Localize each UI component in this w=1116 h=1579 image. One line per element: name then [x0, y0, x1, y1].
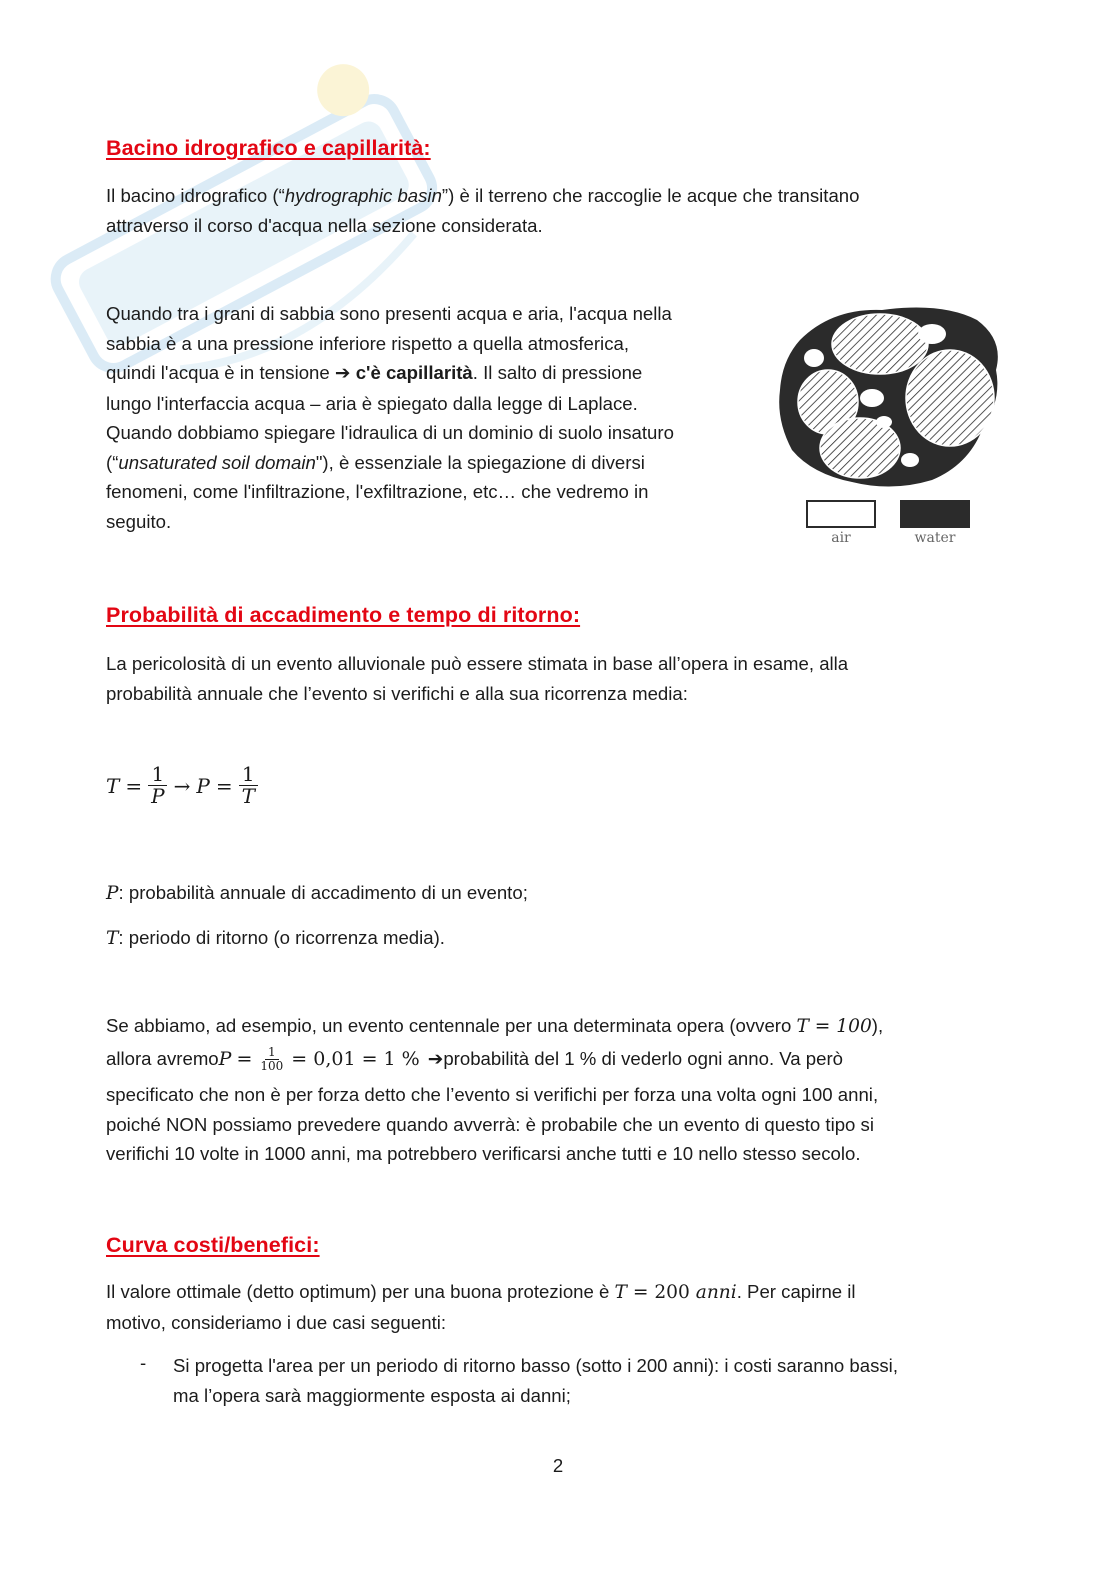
- legend-air-swatch: [806, 500, 876, 528]
- paragraph-pericolosita: La pericolosità di un evento alluvionale può essere stimata in base all’opera in esame, alla probabilità annuale che l’evento si verifichi e alla sua ricorrenza media:: [106, 653, 849, 704]
- paragraph-example-line1: Se abbiamo, ad esempio, un evento centennale per una determinata opera (ovvero T = 100),: [106, 1015, 884, 1037]
- paragraph-example-line2: allora avremo P = $\frac{1}{100}$ = 0,01 = 1 % ➔ probabilità del 1 % di vederlo ogni anno. Va però: [106, 1044, 844, 1073]
- bullet-dash: -: [140, 1352, 147, 1373]
- section-title-probabilita: Probabilità di accadimento e tempo di ritorno:: [106, 603, 581, 627]
- term-hydrographic-basin: hydrographic basin: [284, 185, 442, 206]
- bullet-item-low-return: Si progetta l'area per un periodo di ritorno basso (sotto i 200 anni): i costi saranno bassi, ma l’opera sarà maggiormente esposta ai danni;: [173, 1355, 898, 1406]
- soil-grains-illustration: [772, 300, 1004, 500]
- return-period-formula: T = $\frac{1}{P}$ → P = $\frac{1}{T}$: [106, 764, 258, 807]
- legend-water-swatch: [900, 500, 970, 528]
- paragraph-bacino: Il bacino idrografico (“hydrographic basin”) è il terreno che raccoglie le acque che transitano attraverso il corso d'acqua nella sezione considerata.: [106, 185, 860, 236]
- paragraph-capillarity: Quando tra i grani di sabbia sono presenti acqua e aria, l'acqua nella sabbia è a una pressione inferiore rispetto a quella atmosferica, quindi l'acqua è in tensione ➔ c'è capillarità. Il salto di pressione lungo l'interfaccia acqua – aria è spiegato dalla legge di Laplace. Quando dobbiamo spiegare l'idraulica di un dominio di suolo insaturo (“unsaturated soil domain"), è essenziale la spiegazione di diversi fenomeni, come l'infiltrazione, l'exfiltrazione, etc… che vedremo in seguito.: [106, 303, 674, 532]
- page-number: 2: [552, 1455, 564, 1476]
- soil-pore-figure: [772, 300, 1004, 556]
- legend-water-label: water: [914, 530, 956, 546]
- section-title-curva: Curva costi/benefici:: [106, 1233, 320, 1257]
- section-title-bacino: Bacino idrografico e capillarità:: [106, 136, 431, 160]
- paragraph-example-rest: specificato che non è per forza detto che l’evento si verifichi per forza una volta ogni 100 anni, poiché NON possiamo prevedere quando avverrà: è probabile che un evento di questo tipo si verifichi 10 volte in 1000 anni, ma potrebbero verificarsi anche tutti e 10 nello stesso secolo.: [106, 1084, 879, 1164]
- definition-P: P: probabilità annuale di accadimento di un evento;: [106, 882, 528, 904]
- right-arrow-icon: ➔: [334, 363, 351, 384]
- right-arrow-icon: ➔: [427, 1048, 444, 1070]
- legend-air-label: air: [831, 530, 851, 546]
- definition-T: T: periodo di ritorno (o ricorrenza media).: [106, 927, 445, 949]
- paragraph-optimum: Il valore ottimale (detto optimum) per una buona protezione è T = 200 anni. Per capirne il motivo, consideriamo i due casi seguenti:: [106, 1281, 856, 1333]
